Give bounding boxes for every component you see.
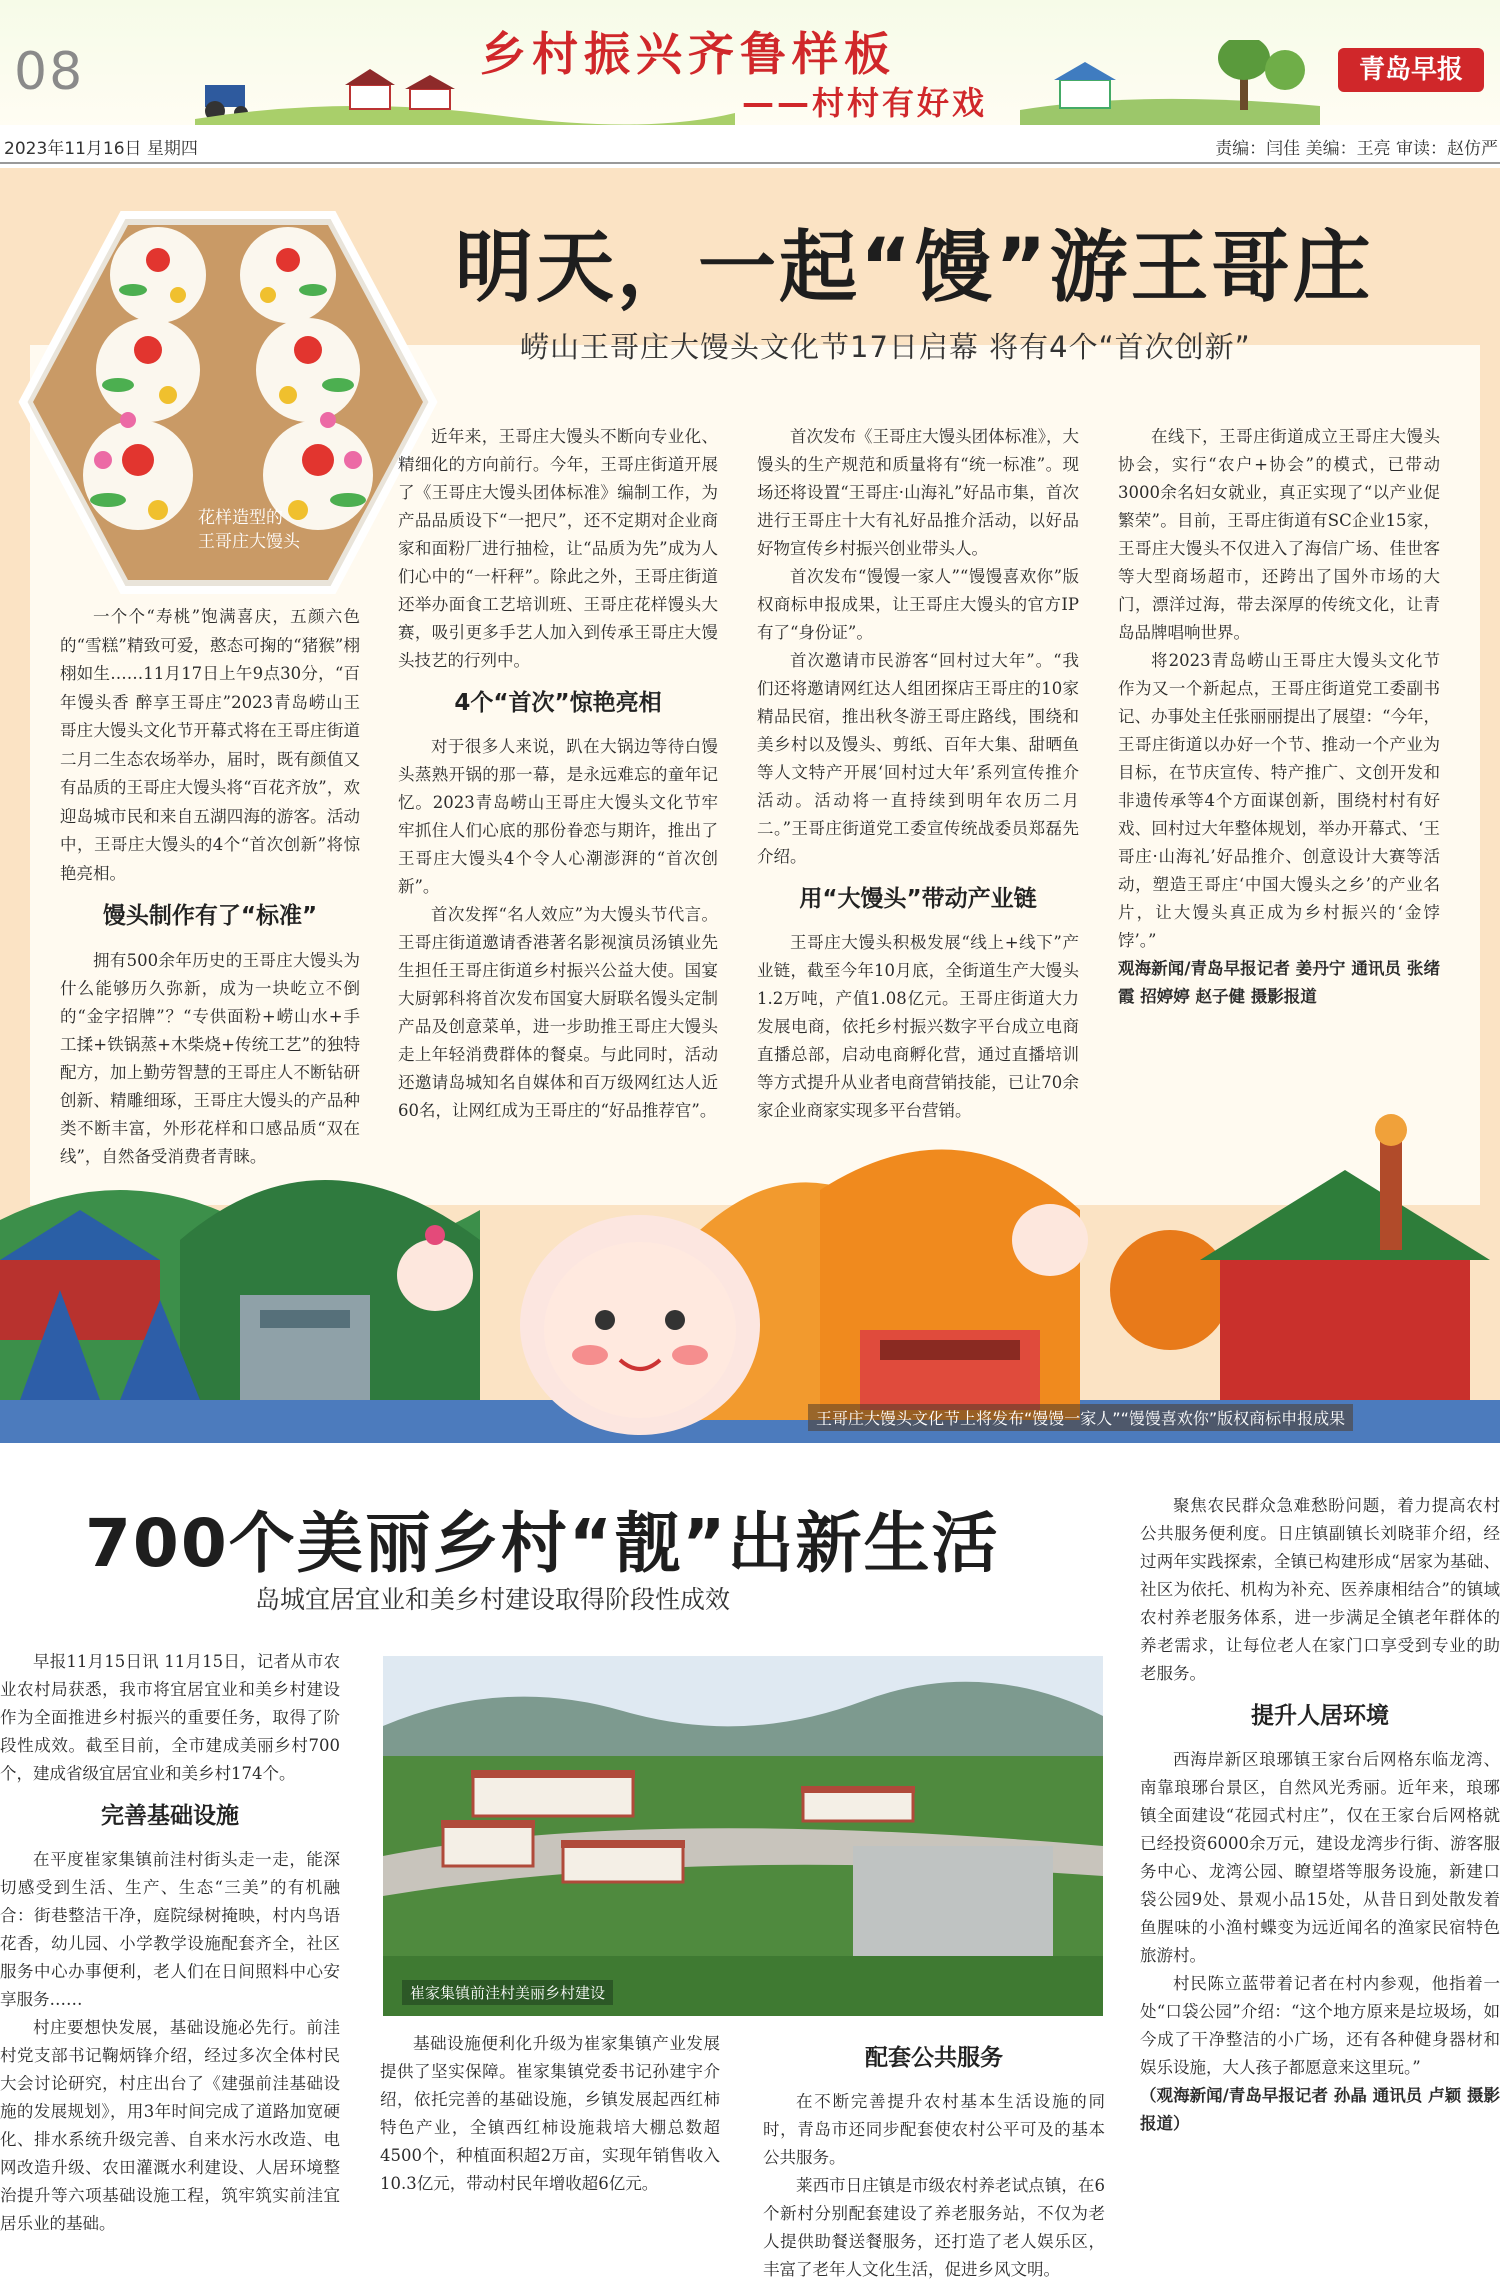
festival-illustration: [0, 1100, 1500, 1443]
farmhouse-illustration: [1020, 40, 1320, 125]
column-subtitle: ——村村有好戏: [742, 84, 988, 122]
top-story-headline: 明天，一起“馒”游王哥庄: [455, 223, 1374, 313]
photo-caption: 花样造型的 王哥庄大馒头: [198, 508, 300, 552]
newspaper-logo: 青岛早报: [1338, 48, 1484, 92]
top-story-column-3: 首次发布《王哥庄大馒头团体标准》，大馒头的生产规范和质量将有“统一标准”。现场还将设置“王哥庄·山海礼”好品市集，首次进行王哥庄十大有礼好品推介活动，以好品好物宣传乡村振兴创业带头人。 首次发布“馒馒一家人”“馒馒喜欢你”版权商标申报成果，让王哥庄大馒头的官方IP有了“身份证”。 首次邀请市民游客“回村过大年”。“我们还将邀请网红达人组团探店王哥庄的10家精品民宿，推出秋冬游王哥庄路线，围绕和美乡村以及馒头、剪纸、百年大集、甜晒鱼等人文特产开展‘回村过大年’系列宣传推介活动。活动将一直持续到明年农历二月二。”王哥庄街道党工委宣传统战委员郑磊先介绍。 用“大馒头”带动产业链 王哥庄大馒头积极发展“线上+线下”产业链，截至今年10月底，全街道生产大馒头1.2万吨，产值1.08亿元。王哥庄街道大力发展电商，依托乡村振兴数字平台成立电商直播总部，启动电商孵化营，通过直播培训等方式提升从业者电商营销技能，已让70余家企业商家实现多平台营销。: [757, 427, 1079, 1120]
bottom-story-headline: 700个美丽乡村“靓”出新生活: [85, 1505, 1000, 1582]
page-number: 08: [14, 42, 85, 102]
header-divider: [0, 162, 1500, 164]
bottom-story-lead: 早报11月15日讯 11月15日，记者从市农业农村局获悉，我市将宜居宜业和美乡村建设作为全面推进乡村振兴的重要任务，取得了阶段性成效。截至目前，全市建成美丽乡村700个，建成省级宜居宜业和美乡村174个。: [0, 1652, 340, 1783]
top-story-lead: 一个个“寿桃”饱满喜庆，五颜六色的“雪糕”精致可爱，憨态可掬的“猪猴”栩栩如生……11月17日上午9点30分，“百年馒头香 醉享王哥庄”2023青岛崂山王哥庄大馒头文化节开幕式将在王哥庄街道二月二生态农场举办，届时，既有颜值又有品质的王哥庄大馒头将“百花齐放”，欢迎岛城市民和来自五湖四海的游客。活动中，王哥庄大馒头的4个“首次创新”将惊艳亮相。 馒头制作有了“标准” 拥有500余年历史的王哥庄大馒头为什么能够历久弥新，成为一块屹立不倒的“金字招牌”？“专供面粉+崂山水+手工揉+铁锅蒸+木柴烧+传统工艺”的独特配方，加上勤劳智慧的王哥庄人不断钻研创新、精雕细琢，王哥庄大馒头的产品种类不断丰富，外形花样和口感品质“双在线”，自然备受消费者青睐。: [60, 607, 360, 1166]
column-title: 乡村振兴齐鲁样板: [480, 27, 896, 81]
subhead-standard: 馒头制作有了“标准”: [102, 903, 318, 929]
subhead-infrastructure: 完善基础设施: [101, 1803, 239, 1829]
top-story-subheadline: 崂山王哥庄大馒头文化节17日启幕 将有4个“首次创新”: [520, 330, 1251, 364]
bottom-story-column-4: 聚焦农民群众急难愁盼问题，着力提高农村公共服务便利度。日庄镇副镇长刘晓菲介绍，经过两年实践探索，全镇已构建形成“居家为基础、社区为依托、机构为补充、医养康相结合”的镇域农村养老服务体系，进一步满足全镇老年群体的养老需求，让每位老人在家门口享受到专业的助老服务。 提升人居环境 西海岸新区琅琊镇王家台后网格东临龙湾、南靠琅琊台景区，自然风光秀丽。近年来，琅琊镇全面建设“花园式村庄”，仅在王家台后网格就已经投资6000余万元，建设龙湾步行街、游客服务中心、龙湾公园、瞭望塔等服务设施，新建口袋公园9处、景观小品15处，从昔日到处散发着鱼腥味的小渔村蝶变为远近闻名的渔家民宿特色旅游村。 村民陈立蓝带着记者在村内参观，他指着一处“口袋公园”介绍：“这个地方原来是垃圾场，如今成了干净整洁的小广场，还有各种健身器材和娱乐设施，大人孩子都愿意来这里玩。” （观海新闻/青岛早报记者 孙晶 通讯员 卢颖 摄影报道）: [1140, 1492, 1500, 2138]
bottom-story-byline: （观海新闻/青岛早报记者 孙晶 通讯员 卢颖 摄影报道）: [1140, 2086, 1500, 2133]
subhead-four-firsts: 4个“首次”惊艳亮相: [454, 690, 662, 716]
issue-date: 2023年11月16日 星期四: [4, 139, 198, 159]
bottom-story-column-3: 配套公共服务 在不断完善提升农村基本生活设施的同时，青岛市还同步配套使农村公平可及的基本公共服务。 莱西市日庄镇是市级农村养老试点镇，在6个新村分别配套建设了养老服务站，不仅为老人提供助餐送餐服务，还打造了老人娱乐区，丰富了老年人文化生活，促进乡风文明。: [763, 2045, 1105, 2279]
bottom-story-subheadline: 岛城宜居宜业和美乡村建设取得阶段性成效: [255, 1585, 731, 1614]
subhead-living-environment: 提升人居环境: [1251, 1703, 1389, 1729]
photo-caption: 崔家集镇前洼村美丽乡村建设: [402, 1980, 613, 2005]
bottom-story-column-1: 早报11月15日讯 11月15日，记者从市农业农村局获悉，我市将宜居宜业和美乡村建设作为全面推进乡村振兴的重要任务，取得了阶段性成效。截至目前，全市建成美丽乡村700个，建成省级宜居宜业和美乡村174个。 完善基础设施 在平度崔家集镇前洼村街头走一走，能深切感受到生活、生产、生态“三美”的有机融合：街巷整洁干净，庭院绿树掩映，村内鸟语花香，幼儿园、小学教学设施配套齐全，社区服务中心办事便利，老人们在日间照料中心安享服务…… 村庄要想快发展，基础设施必先行。前洼村党支部书记鞠炳锋介绍，经过多次全体村民大会讨论研究，村庄出台了《建强前洼基础设施的发展规划》，用3年时间完成了道路加宽硬化、排水系统升级完善、自来水污水改造、电网改造升级、农田灌溉水利建设、人居环境整治提升等六项基础设施工程，筑牢筑实前洼宜居乐业的基础。: [0, 1648, 340, 2238]
bottom-story-column-2: 基础设施便利化升级为崔家集镇产业发展提供了坚实保障。崔家集镇党委书记孙建宇介绍，依托完善的基础设施，乡镇发展起西红柿特色产业，全镇西红柿设施栽培大棚总数超4500个，种植面积超2万亩，实现年销售收入10.3亿元，带动村民年增收超6亿元。: [380, 2034, 720, 2193]
village-aerial-photo: [383, 1656, 1103, 2016]
top-story-column-2: 近年来，王哥庄大馒头不断向专业化、精细化的方向前行。今年，王哥庄街道开展了《王哥庄大馒头团体标准》编制工作，为产品品质设下“一把尺”，还不定期对企业商家和面粉厂进行抽检，让“品质为先”成为人们心中的“一杆秤”。除此之外，王哥庄街道还举办面食工艺培训班、王哥庄花样馒头大赛，吸引更多手艺人加入到传承王哥庄大馒头技艺的行列中。 4个“首次”惊艳亮相 对于很多人来说，趴在大锅边等待白馒头蒸熟开锅的那一幕，是永远难忘的童年记忆。2023青岛崂山王哥庄大馒头文化节牢牢抓住人们心底的那份眷恋与期许，推出了王哥庄大馒头4个令人心潮澎湃的“首次创新”。 首次发挥“名人效应”为大馒头节代言。王哥庄街道邀请香港著名影视演员汤镇业先生担任王哥庄街道乡村振兴公益大使。国宴大厨郭科将首次发布国宴大厨联名馒头定制产品及创意菜单，进一步助推王哥庄大馒头走上年轻消费群体的餐桌。与此同时，活动还邀请岛城知名自媒体和百万级网红达人近60名，让网红成为王哥庄的“好品推荐官”。: [398, 427, 718, 1120]
subhead-industry-chain: 用“大馒头”带动产业链: [799, 886, 1037, 912]
subhead-public-services: 配套公共服务: [865, 2045, 1003, 2071]
illustration-caption: 王哥庄大馒头文化节上将发布“馒馒一家人”“馒馒喜欢你”版权商标申报成果: [808, 1404, 1353, 1431]
top-story-byline: 观海新闻/青岛早报记者 姜丹宁 通讯员 张绪霞 招婷婷 赵子健 摄影报道: [1118, 959, 1440, 1006]
top-story-column-4: 在线下，王哥庄街道成立王哥庄大馒头协会，实行“农户+协会”的模式，已带动3000余名妇女就业，真正实现了“以产业促繁荣”。目前，王哥庄街道有SC企业15家，王哥庄大馒头不仅进入了海信广场、佳世客等大型商场超市，还跨出了国外市场的大门，漂洋过海，带去深厚的传统文化，让青岛品牌唱响世界。 将2023青岛崂山王哥庄大馒头文化节作为又一个新起点，王哥庄街道党工委副书记、办事处主任张丽丽提出了展望：“今年，王哥庄街道以办好一个节、推动一个产业为目标，在节庆宣传、特产推广、文创开发和非遗传承等4个方面谋创新，围绕村村有好戏、回村过大年整体规划，举办开幕式、‘王哥庄·山海礼’好品推介、创意设计大赛等活动，塑造王哥庄‘中国大馒头之乡’的产业名片，让大馒头真正成为乡村振兴的‘金饽饽’。” 观海新闻/青岛早报记者 姜丹宁 通讯员 张绪霞 招婷婷 赵子健 摄影报道: [1118, 423, 1440, 1011]
editor-credits: 责编：闫佳 美编：王亮 审读：赵仿严: [1215, 139, 1498, 159]
